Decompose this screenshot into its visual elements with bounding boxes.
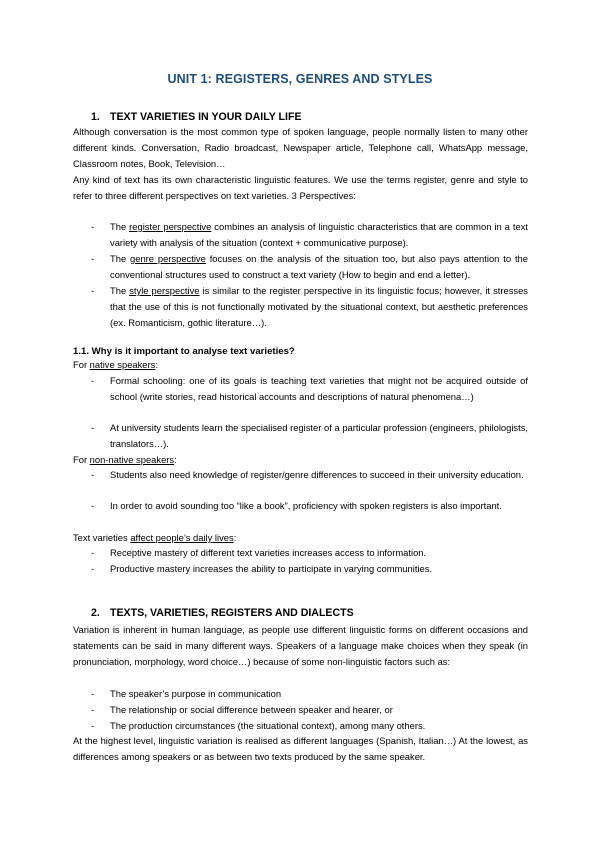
native-item-schooling: - Formal schooling: one of its goals is teaching text varieties that might not be acquired outside of school (write stories, read historical accounts and descriptions of natural phenomena…) (91, 375, 528, 402)
perspective-item-genre (91, 251, 528, 283)
list-dash: - (91, 704, 95, 715)
section-1-title: TEXT VARIETIES IN YOUR DAILY LIFE (110, 111, 302, 123)
native-speakers-label: For native speakers: (73, 359, 158, 370)
list-dash: - (91, 500, 95, 511)
section-2-paragraph-2: At the highest level, linguistic variation is realised as different languages (Spanish, Italian…) At the lowest, as differences among speakers or as between two texts produced by the same speaker. (73, 735, 528, 762)
section-1-paragraph-1: Although conversation is the most common type of spoken language, people normally listen to many other different kinds. Conversation, Radio broadcast, Newspaper article, Telephone call, WhatsApp message, Classroom notes, Book, Television… (73, 126, 528, 169)
perspective-text: The genre perspective focuses on the analysis of the situation too, but also pays attention to the conventional structures used to construct a text variety (How to begin and end a letter). (110, 253, 528, 280)
daily-lives-label: Text varieties affect people’s daily lives: (73, 532, 237, 543)
perspective-item-register (91, 219, 528, 251)
section-1-paragraph-2: Any kind of text has its own characteristic linguistic features. We use the terms register, genre and style to refer to three different perspectives on text varieties. 3 Perspectives: (73, 174, 528, 201)
list-dash: - (91, 253, 95, 264)
term-genre-perspective: genre perspective (130, 253, 206, 264)
list-dash: - (91, 688, 95, 699)
section-1-number: 1. (91, 111, 100, 123)
factor-item-circumstances: - The production circumstances (the situational context), among many others. (91, 718, 528, 734)
non-native-item-education: - Students also need knowledge of register/genre differences to succeed in their university education. (91, 467, 528, 483)
term-style-perspective: style perspective (129, 285, 200, 296)
subsection-1-1-heading: 1.1. Why is it important to analyse text varieties? (73, 346, 295, 357)
section-2-number: 2. (91, 607, 100, 619)
non-native-speakers-label: For non-native speakers: (73, 454, 177, 465)
section-1-heading (91, 111, 302, 123)
section-2-paragraph-1: Variation is inherent in human language, as people use different linguistic forms on different occasions and statements can be said in many different ways. Speakers of a language make choices when they speak (in pronunciation, morphology, word choice…) because of some non-linguistic factors such as: (73, 624, 528, 667)
term-register-perspective: register perspective (129, 221, 212, 232)
daily-item-receptive: - Receptive mastery of different text varieties increases access to information. (91, 545, 528, 561)
perspective-text: The register perspective combines an analysis of linguistic characteristics that are common in a text variety with analysis of the situation (context + communicative purpose). (110, 221, 528, 248)
non-native-item-spoken: - In order to avoid sounding too “like a book”, proficiency with spoken registers is also important. (91, 498, 528, 514)
section-2-heading (91, 607, 354, 619)
section-2-title: TEXTS, VARIETIES, REGISTERS AND DIALECTS (110, 607, 354, 619)
list-dash: - (91, 285, 95, 296)
factor-item-purpose: - The speaker’s purpose in communication (91, 686, 528, 702)
list-dash: - (91, 422, 95, 433)
list-dash: - (91, 547, 95, 558)
page-title: UNIT 1: REGISTERS, GENRES AND STYLES (167, 72, 433, 86)
list-dash: - (91, 563, 95, 574)
list-dash: - (91, 375, 95, 386)
native-item-university: - At university students learn the specialised register of a particular profession (engineers, philologists, translators…). (91, 422, 528, 449)
perspective-text: The style perspective is similar to the register perspective in its linguistic focus; however, it stresses that the use of this is not functionally motivated by the situational context, but aesthetic preferences (ex. Romanticism, gothic literature…). (110, 285, 528, 328)
daily-item-productive: - Productive mastery increases the ability to participate in varying communities. (91, 561, 528, 577)
perspective-item-style (91, 283, 528, 331)
list-dash: - (91, 469, 95, 480)
factor-item-relationship: - The relationship or social difference between speaker and hearer, or (91, 702, 528, 718)
list-dash: - (91, 221, 95, 232)
list-dash: - (91, 720, 95, 731)
